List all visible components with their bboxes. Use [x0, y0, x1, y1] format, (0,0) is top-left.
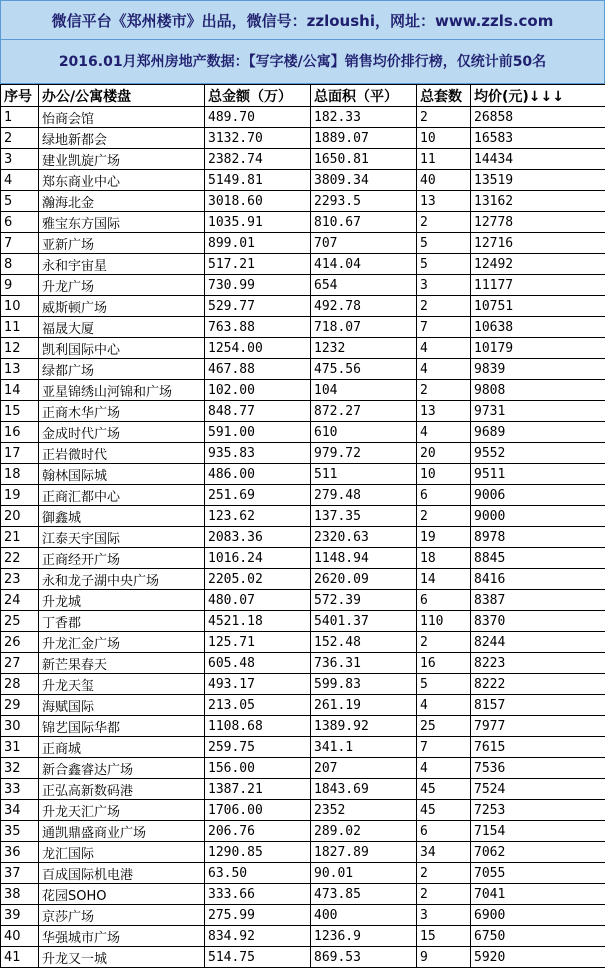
- total-amount-cell: 899.01: [205, 233, 311, 254]
- col-header-total-amount: 总金额（万）: [205, 85, 311, 107]
- total-amount-cell: 63.50: [205, 863, 311, 884]
- total-units-cell: 5: [417, 254, 471, 275]
- project-name-cell: 亚星锦绣山河锦和广场: [39, 380, 205, 401]
- rank-cell: 36: [1, 842, 39, 863]
- project-name-cell: 升龙城: [39, 590, 205, 611]
- table-row: [1, 548, 605, 569]
- table-row: [1, 716, 605, 737]
- table-row: [1, 338, 605, 359]
- avg-price-cell: 9731: [471, 401, 605, 422]
- total-area-cell: 400: [311, 905, 417, 926]
- project-name-cell: 怡商会馆: [39, 107, 205, 128]
- total-area-cell: 289.02: [311, 821, 417, 842]
- project-name-cell: 金成时代广场: [39, 422, 205, 443]
- total-amount-cell: 3132.70: [205, 128, 311, 149]
- project-name-cell: 永和宇宙星: [39, 254, 205, 275]
- avg-price-cell: 14434: [471, 149, 605, 170]
- avg-price-cell: 8223: [471, 653, 605, 674]
- total-amount-cell: 3018.60: [205, 191, 311, 212]
- project-name-cell: 雅宝东方国际: [39, 212, 205, 233]
- avg-price-cell: 8244: [471, 632, 605, 653]
- rank-cell: 38: [1, 884, 39, 905]
- total-area-cell: 207: [311, 758, 417, 779]
- total-amount-cell: 467.88: [205, 359, 311, 380]
- project-name-cell: 升龙天玺: [39, 674, 205, 695]
- project-name-cell: 正商城: [39, 737, 205, 758]
- avg-price-cell: 16583: [471, 128, 605, 149]
- total-units-cell: 25: [417, 716, 471, 737]
- project-name-cell: 正商汇都中心: [39, 485, 205, 506]
- rank-cell: 13: [1, 359, 39, 380]
- table-row: [1, 863, 605, 884]
- total-amount-cell: 1035.91: [205, 212, 311, 233]
- total-area-cell: 475.56: [311, 359, 417, 380]
- total-units-cell: 3: [417, 905, 471, 926]
- total-amount-cell: 591.00: [205, 422, 311, 443]
- total-area-cell: 736.31: [311, 653, 417, 674]
- avg-price-cell: 7253: [471, 800, 605, 821]
- col-header-project: 办公/公寓楼盘: [39, 85, 205, 107]
- table-row: [1, 527, 605, 548]
- project-name-cell: 锦艺国际华都: [39, 716, 205, 737]
- avg-price-cell: 26858: [471, 107, 605, 128]
- total-units-cell: 4: [417, 338, 471, 359]
- project-name-cell: 海赋国际: [39, 695, 205, 716]
- total-amount-cell: 275.99: [205, 905, 311, 926]
- total-amount-cell: 480.07: [205, 590, 311, 611]
- total-amount-cell: 834.92: [205, 926, 311, 947]
- rank-cell: 20: [1, 506, 39, 527]
- total-area-cell: 137.35: [311, 506, 417, 527]
- rank-cell: 9: [1, 275, 39, 296]
- table-row: [1, 506, 605, 527]
- total-area-cell: 707: [311, 233, 417, 254]
- total-amount-cell: 486.00: [205, 464, 311, 485]
- table-row: [1, 275, 605, 296]
- total-amount-cell: 2083.36: [205, 527, 311, 548]
- total-units-cell: 13: [417, 401, 471, 422]
- total-units-cell: 15: [417, 926, 471, 947]
- total-units-cell: 2: [417, 632, 471, 653]
- total-area-cell: 1389.92: [311, 716, 417, 737]
- total-area-cell: 1827.89: [311, 842, 417, 863]
- table-row: [1, 464, 605, 485]
- total-amount-cell: 529.77: [205, 296, 311, 317]
- project-name-cell: 升龙汇金广场: [39, 632, 205, 653]
- avg-price-cell: 9000: [471, 506, 605, 527]
- total-area-cell: 104: [311, 380, 417, 401]
- total-area-cell: 610: [311, 422, 417, 443]
- rank-cell: 32: [1, 758, 39, 779]
- rank-cell: 27: [1, 653, 39, 674]
- total-units-cell: 10: [417, 464, 471, 485]
- rank-cell: 12: [1, 338, 39, 359]
- avg-price-cell: 9839: [471, 359, 605, 380]
- project-name-cell: 正商木华广场: [39, 401, 205, 422]
- rank-cell: 29: [1, 695, 39, 716]
- rank-cell: 16: [1, 422, 39, 443]
- rank-cell: 33: [1, 779, 39, 800]
- total-units-cell: 45: [417, 800, 471, 821]
- table-row: [1, 233, 605, 254]
- total-amount-cell: 605.48: [205, 653, 311, 674]
- project-name-cell: 翰林国际城: [39, 464, 205, 485]
- avg-price-cell: 12778: [471, 212, 605, 233]
- avg-price-cell: 11177: [471, 275, 605, 296]
- total-units-cell: 2: [417, 212, 471, 233]
- project-name-cell: 福晟大厦: [39, 317, 205, 338]
- total-amount-cell: 1016.24: [205, 548, 311, 569]
- project-name-cell: 正弘高新数码港: [39, 779, 205, 800]
- rank-cell: 3: [1, 149, 39, 170]
- total-area-cell: 654: [311, 275, 417, 296]
- total-units-cell: 34: [417, 842, 471, 863]
- table-row: [1, 149, 605, 170]
- avg-price-cell: 7154: [471, 821, 605, 842]
- total-amount-cell: 2205.02: [205, 569, 311, 590]
- avg-price-cell: 8978: [471, 527, 605, 548]
- total-units-cell: 4: [417, 695, 471, 716]
- table-row: [1, 674, 605, 695]
- total-units-cell: 3: [417, 275, 471, 296]
- table-row: [1, 842, 605, 863]
- total-units-cell: 2: [417, 296, 471, 317]
- total-amount-cell: 730.99: [205, 275, 311, 296]
- table-row: [1, 359, 605, 380]
- rank-cell: 30: [1, 716, 39, 737]
- total-units-cell: 4: [417, 422, 471, 443]
- rank-cell: 25: [1, 611, 39, 632]
- total-amount-cell: 5149.81: [205, 170, 311, 191]
- avg-price-cell: 10638: [471, 317, 605, 338]
- total-units-cell: 7: [417, 317, 471, 338]
- table-row: [1, 758, 605, 779]
- total-area-cell: 810.67: [311, 212, 417, 233]
- rank-cell: 14: [1, 380, 39, 401]
- avg-price-cell: 6900: [471, 905, 605, 926]
- table-row: [1, 107, 605, 128]
- rank-cell: 39: [1, 905, 39, 926]
- table-row: [1, 443, 605, 464]
- total-amount-cell: 125.71: [205, 632, 311, 653]
- col-header-avg-price: 均价(元)↓↓↓: [471, 85, 605, 107]
- project-name-cell: 龙汇国际: [39, 842, 205, 863]
- table-row: [1, 695, 605, 716]
- total-amount-cell: 206.76: [205, 821, 311, 842]
- total-amount-cell: 123.62: [205, 506, 311, 527]
- avg-price-cell: 8157: [471, 695, 605, 716]
- project-name-cell: 亚新广场: [39, 233, 205, 254]
- col-header-total-units: 总套数: [417, 85, 471, 107]
- rank-cell: 5: [1, 191, 39, 212]
- total-amount-cell: 935.83: [205, 443, 311, 464]
- total-units-cell: 19: [417, 527, 471, 548]
- project-name-cell: 威斯顿广场: [39, 296, 205, 317]
- rank-cell: 41: [1, 947, 39, 968]
- avg-price-cell: 10751: [471, 296, 605, 317]
- avg-price-cell: 7615: [471, 737, 605, 758]
- total-units-cell: 6: [417, 485, 471, 506]
- total-units-cell: 18: [417, 548, 471, 569]
- total-units-cell: 2: [417, 107, 471, 128]
- avg-price-cell: 8416: [471, 569, 605, 590]
- total-area-cell: 152.48: [311, 632, 417, 653]
- project-name-cell: 通凯鼎盛商业广场: [39, 821, 205, 842]
- total-amount-cell: 848.77: [205, 401, 311, 422]
- total-amount-cell: 1706.00: [205, 800, 311, 821]
- total-units-cell: 45: [417, 779, 471, 800]
- total-amount-cell: 489.70: [205, 107, 311, 128]
- total-area-cell: 5401.37: [311, 611, 417, 632]
- total-amount-cell: 1387.21: [205, 779, 311, 800]
- table-row: [1, 926, 605, 947]
- avg-price-cell: 8387: [471, 590, 605, 611]
- total-area-cell: 1889.07: [311, 128, 417, 149]
- total-units-cell: 2: [417, 380, 471, 401]
- project-name-cell: 新芒果春天: [39, 653, 205, 674]
- table-row: [1, 380, 605, 401]
- total-amount-cell: 1290.85: [205, 842, 311, 863]
- table-row: [1, 800, 605, 821]
- table-row: [1, 170, 605, 191]
- total-amount-cell: 259.75: [205, 737, 311, 758]
- total-amount-cell: 156.00: [205, 758, 311, 779]
- rank-cell: 18: [1, 464, 39, 485]
- rank-cell: 28: [1, 674, 39, 695]
- project-name-cell: 建业凯旋广场: [39, 149, 205, 170]
- rank-cell: 40: [1, 926, 39, 947]
- table-row: [1, 569, 605, 590]
- project-name-cell: 绿地新都会: [39, 128, 205, 149]
- avg-price-cell: 13162: [471, 191, 605, 212]
- total-area-cell: 718.07: [311, 317, 417, 338]
- table-row: [1, 212, 605, 233]
- total-area-cell: 869.53: [311, 947, 417, 968]
- total-amount-cell: 493.17: [205, 674, 311, 695]
- project-name-cell: 花园SOHO: [39, 884, 205, 905]
- table-row: [1, 422, 605, 443]
- total-units-cell: 6: [417, 590, 471, 611]
- rank-cell: 19: [1, 485, 39, 506]
- project-name-cell: 丁香郡: [39, 611, 205, 632]
- ranking-table: [0, 84, 605, 968]
- total-area-cell: 2620.09: [311, 569, 417, 590]
- total-area-cell: 90.01: [311, 863, 417, 884]
- total-area-cell: 341.1: [311, 737, 417, 758]
- table-row: [1, 128, 605, 149]
- table-row: [1, 905, 605, 926]
- total-units-cell: 2: [417, 506, 471, 527]
- rank-cell: 4: [1, 170, 39, 191]
- rank-cell: 21: [1, 527, 39, 548]
- project-name-cell: 永和龙子湖中央广场: [39, 569, 205, 590]
- table-body: [1, 107, 605, 968]
- total-area-cell: 1232: [311, 338, 417, 359]
- rank-cell: 15: [1, 401, 39, 422]
- rank-cell: 37: [1, 863, 39, 884]
- rank-cell: 24: [1, 590, 39, 611]
- col-header-total-area: 总面积（平）: [311, 85, 417, 107]
- total-units-cell: 5: [417, 674, 471, 695]
- project-name-cell: 郑东商业中心: [39, 170, 205, 191]
- total-units-cell: 7: [417, 737, 471, 758]
- total-units-cell: 13: [417, 191, 471, 212]
- rank-cell: 17: [1, 443, 39, 464]
- avg-price-cell: 9006: [471, 485, 605, 506]
- total-area-cell: 2320.63: [311, 527, 417, 548]
- avg-price-cell: 9511: [471, 464, 605, 485]
- table-row: [1, 485, 605, 506]
- rank-cell: 8: [1, 254, 39, 275]
- total-units-cell: 20: [417, 443, 471, 464]
- total-units-cell: 4: [417, 758, 471, 779]
- project-name-cell: 江泰天宇国际: [39, 527, 205, 548]
- table-row: [1, 779, 605, 800]
- total-area-cell: 511: [311, 464, 417, 485]
- project-name-cell: 正商经开广场: [39, 548, 205, 569]
- table-row: [1, 296, 605, 317]
- total-area-cell: 872.27: [311, 401, 417, 422]
- avg-price-cell: 9689: [471, 422, 605, 443]
- avg-price-cell: 13519: [471, 170, 605, 191]
- rank-cell: 35: [1, 821, 39, 842]
- total-area-cell: 3809.34: [311, 170, 417, 191]
- rank-cell: 7: [1, 233, 39, 254]
- project-name-cell: 绿都广场: [39, 359, 205, 380]
- table-row: [1, 947, 605, 968]
- total-area-cell: 1236.9: [311, 926, 417, 947]
- avg-price-cell: 5920: [471, 947, 605, 968]
- total-amount-cell: 213.05: [205, 695, 311, 716]
- rank-cell: 23: [1, 569, 39, 590]
- rank-cell: 6: [1, 212, 39, 233]
- total-area-cell: 979.72: [311, 443, 417, 464]
- total-units-cell: 14: [417, 569, 471, 590]
- table-row: [1, 191, 605, 212]
- rank-cell: 11: [1, 317, 39, 338]
- total-area-cell: 182.33: [311, 107, 417, 128]
- total-amount-cell: 4521.18: [205, 611, 311, 632]
- project-name-cell: 凯利国际中心: [39, 338, 205, 359]
- total-amount-cell: 763.88: [205, 317, 311, 338]
- total-area-cell: 279.48: [311, 485, 417, 506]
- total-area-cell: 414.04: [311, 254, 417, 275]
- avg-price-cell: 7536: [471, 758, 605, 779]
- table-row: [1, 401, 605, 422]
- avg-price-cell: 8370: [471, 611, 605, 632]
- avg-price-cell: 12492: [471, 254, 605, 275]
- total-units-cell: 9: [417, 947, 471, 968]
- total-amount-cell: 1108.68: [205, 716, 311, 737]
- total-amount-cell: 102.00: [205, 380, 311, 401]
- table-row: [1, 632, 605, 653]
- avg-price-cell: 9808: [471, 380, 605, 401]
- total-units-cell: 2: [417, 884, 471, 905]
- total-units-cell: 110: [417, 611, 471, 632]
- total-amount-cell: 251.69: [205, 485, 311, 506]
- total-units-cell: 5: [417, 233, 471, 254]
- avg-price-cell: 9552: [471, 443, 605, 464]
- total-amount-cell: 514.75: [205, 947, 311, 968]
- total-area-cell: 1148.94: [311, 548, 417, 569]
- rank-cell: 1: [1, 107, 39, 128]
- avg-price-cell: 12716: [471, 233, 605, 254]
- table-row: [1, 821, 605, 842]
- header-report-title: 2016.01月郑州房地产数据：【写字楼/公寓】销售均价排行榜，仅统计前50名: [0, 40, 605, 84]
- total-amount-cell: 2382.74: [205, 149, 311, 170]
- avg-price-cell: 7062: [471, 842, 605, 863]
- project-name-cell: 升龙广场: [39, 275, 205, 296]
- total-units-cell: 40: [417, 170, 471, 191]
- project-name-cell: 京莎广场: [39, 905, 205, 926]
- total-area-cell: 1843.69: [311, 779, 417, 800]
- total-amount-cell: 1254.00: [205, 338, 311, 359]
- total-units-cell: 16: [417, 653, 471, 674]
- table-row: [1, 317, 605, 338]
- header-platform-line: 微信平台《郑州楼市》出品，微信号：zzloushi，网址：www.zzls.com: [0, 0, 605, 40]
- rank-cell: 2: [1, 128, 39, 149]
- avg-price-cell: 7041: [471, 884, 605, 905]
- project-name-cell: 升龙又一城: [39, 947, 205, 968]
- project-name-cell: 御鑫城: [39, 506, 205, 527]
- rank-cell: 34: [1, 800, 39, 821]
- project-name-cell: 正岩微时代: [39, 443, 205, 464]
- total-units-cell: 11: [417, 149, 471, 170]
- avg-price-cell: 10179: [471, 338, 605, 359]
- total-area-cell: 1650.81: [311, 149, 417, 170]
- total-amount-cell: 517.21: [205, 254, 311, 275]
- total-area-cell: 599.83: [311, 674, 417, 695]
- avg-price-cell: 7977: [471, 716, 605, 737]
- table-row: [1, 737, 605, 758]
- total-area-cell: 2352: [311, 800, 417, 821]
- avg-price-cell: 7524: [471, 779, 605, 800]
- project-name-cell: 华强城市广场: [39, 926, 205, 947]
- avg-price-cell: 7055: [471, 863, 605, 884]
- avg-price-cell: 8845: [471, 548, 605, 569]
- avg-price-cell: 8222: [471, 674, 605, 695]
- project-name-cell: 新合鑫睿达广场: [39, 758, 205, 779]
- project-name-cell: 瀚海北金: [39, 191, 205, 212]
- total-area-cell: 473.85: [311, 884, 417, 905]
- total-area-cell: 492.78: [311, 296, 417, 317]
- total-units-cell: 10: [417, 128, 471, 149]
- table-row: [1, 884, 605, 905]
- col-header-rank: 序号: [1, 85, 39, 107]
- total-units-cell: 6: [417, 821, 471, 842]
- table-header-row: [1, 85, 605, 107]
- total-units-cell: 4: [417, 359, 471, 380]
- rank-cell: 10: [1, 296, 39, 317]
- project-name-cell: 升龙天汇广场: [39, 800, 205, 821]
- rank-cell: 31: [1, 737, 39, 758]
- rank-cell: 22: [1, 548, 39, 569]
- total-area-cell: 572.39: [311, 590, 417, 611]
- total-area-cell: 261.19: [311, 695, 417, 716]
- total-units-cell: 2: [417, 863, 471, 884]
- rank-cell: 26: [1, 632, 39, 653]
- table-row: [1, 653, 605, 674]
- table-row: [1, 611, 605, 632]
- total-area-cell: 2293.5: [311, 191, 417, 212]
- table-row: [1, 590, 605, 611]
- project-name-cell: 百成国际机电港: [39, 863, 205, 884]
- total-amount-cell: 333.66: [205, 884, 311, 905]
- table-row: [1, 254, 605, 275]
- avg-price-cell: 6750: [471, 926, 605, 947]
